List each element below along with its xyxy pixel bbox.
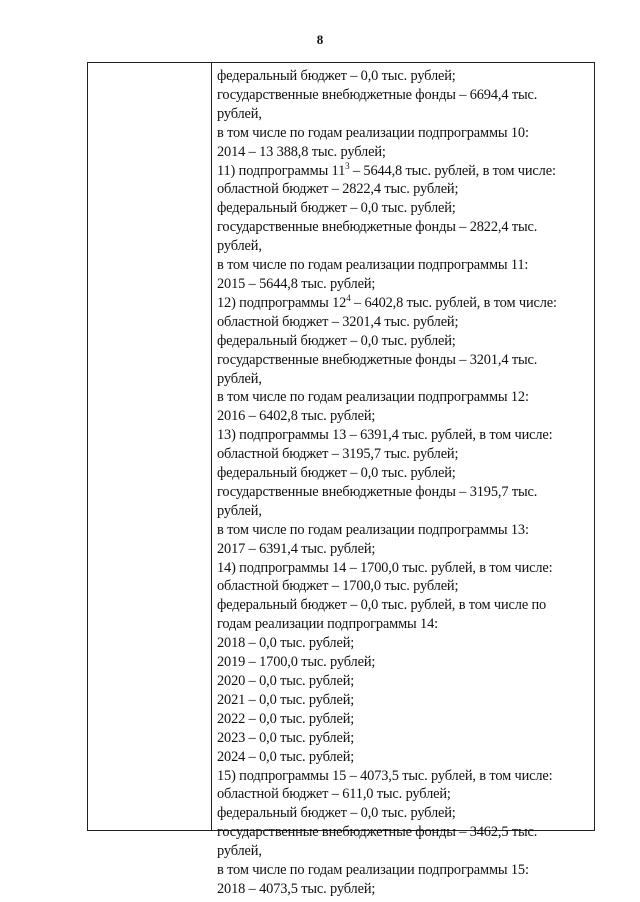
page-number: 8	[316, 32, 324, 47]
text-line-main: рублей,	[217, 105, 262, 122]
text-line	[217, 483, 590, 502]
text-line	[217, 823, 590, 842]
text-line-main: 2017 – 6391,4 тыс. рублей;	[217, 540, 376, 557]
text-line	[217, 199, 590, 218]
text-line-main: рублей,	[217, 370, 262, 387]
table-left-cell	[88, 63, 212, 830]
text-line-rest: – 6402,8 тыс. рублей, в том числе:	[350, 294, 557, 311]
text-line	[217, 540, 590, 559]
text-line	[217, 577, 590, 596]
text-line	[217, 748, 590, 767]
text-line	[217, 729, 590, 748]
text-line	[217, 124, 590, 143]
text-line-main: областной бюджет – 2822,4 тыс. рублей;	[217, 181, 459, 198]
text-line	[217, 596, 590, 615]
text-line-main: 2014 – 13 388,8 тыс. рублей;	[217, 143, 386, 160]
text-line-main: 2016 – 6402,8 тыс. рублей;	[217, 408, 376, 425]
table-right-cell	[212, 63, 594, 897]
text-line-main: государственные внебюджетные фонды – 3195,7 тыс.	[217, 483, 538, 500]
text-line-main: федеральный бюджет – 0,0 тыс. рублей;	[217, 200, 456, 217]
text-line	[217, 464, 590, 483]
text-line-main: 2023 – 0,0 тыс. рублей;	[217, 729, 355, 746]
text-line	[217, 218, 590, 237]
text-line	[217, 880, 590, 899]
text-line-main: в том числе по годам реализации подпрограммы 13:	[217, 521, 529, 538]
text-line	[217, 842, 590, 861]
text-line-main: в том числе по годам реализации подпрограммы 12:	[217, 389, 529, 406]
text-line-main: государственные внебюджетные фонды – 3201,4 тыс.	[217, 351, 538, 368]
text-line	[217, 804, 590, 823]
text-line	[217, 767, 590, 786]
text-line	[217, 143, 590, 162]
text-line-main: федеральный бюджет – 0,0 тыс. рублей, в том числе по	[217, 597, 547, 614]
text-line	[217, 861, 590, 880]
text-line-main: областной бюджет – 1700,0 тыс. рублей;	[217, 578, 459, 595]
text-line-main: федеральный бюджет – 0,0 тыс. рублей;	[217, 805, 456, 822]
text-line-main: 13) подпрограммы 13 – 6391,4 тыс. рублей, в том числе:	[217, 427, 553, 444]
text-line	[217, 710, 590, 729]
document-table	[87, 62, 595, 897]
text-line-main: 2018 – 4073,5 тыс. рублей;	[217, 880, 376, 897]
text-line-main: 2021 – 0,0 тыс. рублей;	[217, 691, 355, 708]
text-line	[217, 105, 590, 124]
text-line	[217, 388, 590, 407]
text-line	[217, 559, 590, 578]
text-line-main: государственные внебюджетные фонды – 6694,4 тыс.	[217, 86, 538, 103]
text-line-main: федеральный бюджет – 0,0 тыс. рублей;	[217, 68, 456, 84]
text-line	[217, 407, 590, 426]
text-line-main: 2015 – 5644,8 тыс. рублей;	[217, 275, 376, 292]
text-line-main: рублей,	[217, 238, 262, 255]
text-line-main: 12) подпрограммы 12	[217, 294, 347, 311]
text-line-main: областной бюджет – 3201,4 тыс. рублей;	[217, 313, 459, 330]
text-line-main: 15) подпрограммы 15 – 4073,5 тыс. рублей, в том числе:	[217, 767, 553, 784]
text-line-main: годам реализации подпрограммы 14:	[217, 616, 438, 633]
text-line-main: федеральный бюджет – 0,0 тыс. рублей;	[217, 332, 456, 349]
text-line	[217, 256, 590, 275]
text-line	[217, 653, 590, 672]
text-line	[217, 162, 590, 181]
text-line	[217, 294, 590, 313]
text-line	[217, 67, 590, 86]
text-line	[217, 521, 590, 540]
text-line-main: 2019 – 1700,0 тыс. рублей;	[217, 654, 376, 671]
text-line-main: рублей,	[217, 843, 262, 860]
text-line-main: областной бюджет – 3195,7 тыс. рублей;	[217, 446, 459, 463]
text-line-main: рублей,	[217, 502, 262, 519]
text-line	[217, 785, 590, 804]
text-line	[217, 691, 590, 710]
text-line-main: 2020 – 0,0 тыс. рублей;	[217, 673, 355, 689]
text-line-main: государственные внебюджетные фонды – 3462,5 тыс.	[217, 824, 538, 841]
text-line	[217, 370, 590, 389]
text-line-main: областной бюджет – 611,0 тыс. рублей;	[217, 786, 451, 803]
text-line	[217, 445, 590, 464]
text-line	[217, 313, 590, 332]
text-line	[217, 426, 590, 445]
text-line	[217, 502, 590, 521]
text-line	[217, 615, 590, 634]
text-line-main: 11) подпрограммы 11	[217, 162, 346, 179]
text-line-main: государственные внебюджетные фонды – 2822,4 тыс.	[217, 219, 538, 236]
text-line	[217, 332, 590, 351]
text-line	[217, 351, 590, 370]
text-line-main: в том числе по годам реализации подпрограммы 15:	[217, 862, 529, 879]
text-line-main: в том числе по годам реализации подпрограммы 10:	[217, 124, 529, 141]
text-line	[217, 672, 590, 691]
footnote-superscript: 4	[346, 292, 351, 303]
footnote-superscript: 3	[345, 160, 350, 171]
text-line-main: 2022 – 0,0 тыс. рублей;	[217, 710, 355, 727]
text-line-main: федеральный бюджет – 0,0 тыс. рублей;	[217, 465, 456, 482]
text-line	[217, 634, 590, 653]
text-line	[217, 180, 590, 199]
text-line-main: в том числе по годам реализации подпрограммы 11:	[217, 257, 529, 274]
text-line-rest: – 5644,8 тыс. рублей, в том числе:	[349, 162, 556, 179]
text-line	[217, 86, 590, 105]
text-line-main: 2018 – 0,0 тыс. рублей;	[217, 635, 355, 652]
text-line	[217, 237, 590, 256]
text-line-main: 2024 – 0,0 тыс. рублей;	[217, 748, 355, 765]
text-line-main: 14) подпрограммы 14 – 1700,0 тыс. рублей, в том числе:	[217, 559, 553, 576]
text-line	[217, 275, 590, 294]
